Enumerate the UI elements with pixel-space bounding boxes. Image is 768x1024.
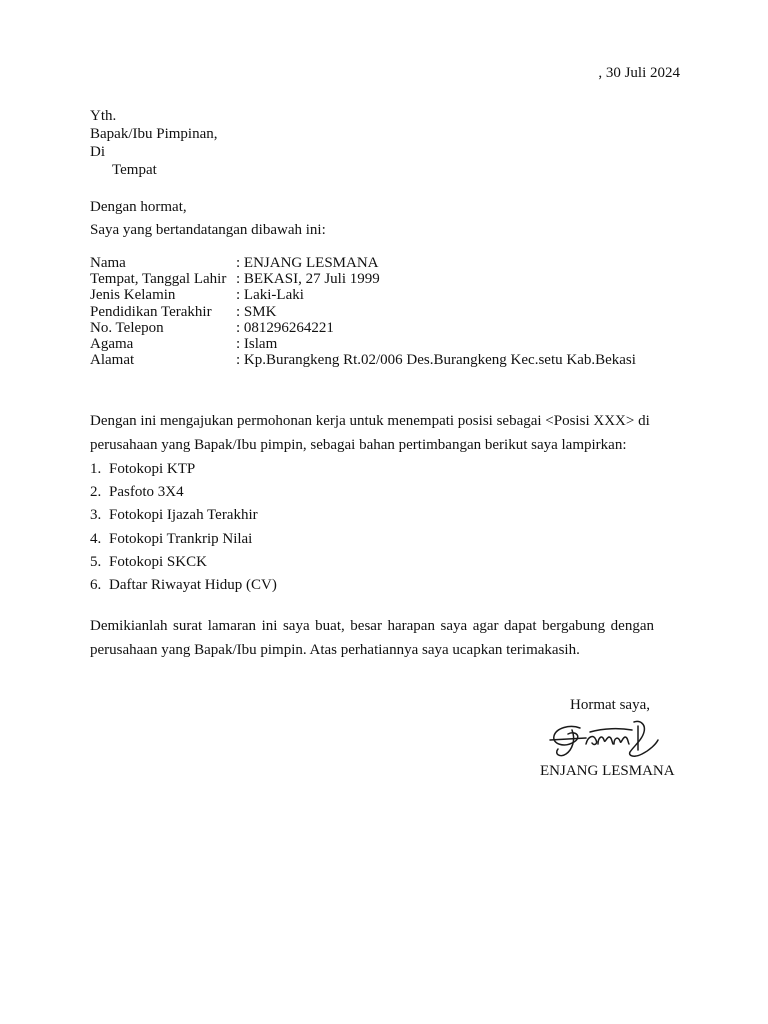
identity-label: Agama xyxy=(90,335,134,352)
list-number: 1. xyxy=(90,461,102,477)
list-item xyxy=(90,551,277,574)
list-item xyxy=(90,504,277,527)
list-number: 6. xyxy=(90,576,102,593)
application-line: Dengan ini mengajukan permohonan kerja untuk menempati posisi sebagai <Posisi XXX> di xyxy=(90,413,650,429)
identity-label: Tempat, Tanggal Lahir xyxy=(90,271,227,288)
identity-value: : Laki-Laki xyxy=(236,287,304,304)
application-line: perusahaan yang Bapak/Ibu pimpin, sebagai bahan pertimbangan berikut saya lampirkan: xyxy=(90,437,627,453)
list-item xyxy=(90,574,277,597)
identity-row xyxy=(90,304,636,320)
list-item xyxy=(90,528,277,551)
attachment-list xyxy=(90,458,277,597)
list-text: Pasfoto 3X4 xyxy=(109,484,184,501)
identity-row xyxy=(90,320,636,336)
list-item xyxy=(90,481,277,504)
intro-text: Saya yang bertandatangan dibawah ini: xyxy=(90,222,326,238)
recipient-name: Bapak/Ibu Pimpinan, xyxy=(90,126,218,142)
list-number: 3. xyxy=(90,507,102,524)
identity-table xyxy=(90,255,636,368)
closing-line: Demikianlah surat lamaran ini saya buat, besar harapan saya agar dapat bergabung dengan xyxy=(90,618,654,634)
list-item xyxy=(90,458,277,481)
signer-name: ENJANG LESMANA xyxy=(540,763,675,779)
identity-label: No. Telepon xyxy=(90,319,164,336)
list-number: 2. xyxy=(90,484,102,501)
identity-value: : SMK xyxy=(236,303,277,320)
recipient-place: Tempat xyxy=(112,162,157,178)
recipient-block xyxy=(90,107,218,179)
recipient-salutation: Yth. xyxy=(90,108,117,124)
identity-value: : 081296264221 xyxy=(236,319,334,336)
closing-paragraph xyxy=(90,614,654,662)
identity-label: Jenis Kelamin xyxy=(90,287,176,304)
identity-value: : BEKASI, 27 Juli 1999 xyxy=(236,271,380,288)
list-text: Fotokopi Ijazah Terakhir xyxy=(109,507,258,524)
identity-value: : Kp.Burangkeng Rt.02/006 Des.Burangkeng Kec.setu Kab.Bekasi xyxy=(236,352,636,369)
greeting: Dengan hormat, xyxy=(90,199,187,215)
letter-date: , 30 Juli 2024 xyxy=(598,65,680,81)
list-text: Daftar Riwayat Hidup (CV) xyxy=(109,576,277,593)
recipient-at: Di xyxy=(90,144,105,160)
list-text: Fotokopi KTP xyxy=(109,461,196,477)
identity-label: Alamat xyxy=(90,352,135,369)
list-text: Fotokopi SKCK xyxy=(109,553,207,570)
identity-label: Pendidikan Terakhir xyxy=(90,303,212,320)
identity-value: : ENJANG LESMANA xyxy=(236,255,379,271)
identity-row xyxy=(90,352,636,368)
identity-label: Nama xyxy=(90,255,126,271)
identity-row xyxy=(90,336,636,352)
list-number: 5. xyxy=(90,553,102,570)
identity-row xyxy=(90,287,636,303)
identity-row xyxy=(90,255,636,271)
application-paragraph xyxy=(90,409,654,457)
signature-icon xyxy=(542,716,682,762)
list-number: 4. xyxy=(90,530,102,547)
regards-text: Hormat saya, xyxy=(570,697,650,713)
identity-value: : Islam xyxy=(236,335,278,352)
identity-row xyxy=(90,271,636,287)
list-text: Fotokopi Trankrip Nilai xyxy=(109,530,253,547)
closing-line: perusahaan yang Bapak/Ibu pimpin. Atas perhatiannya saya ucapkan terimakasih. xyxy=(90,642,580,658)
